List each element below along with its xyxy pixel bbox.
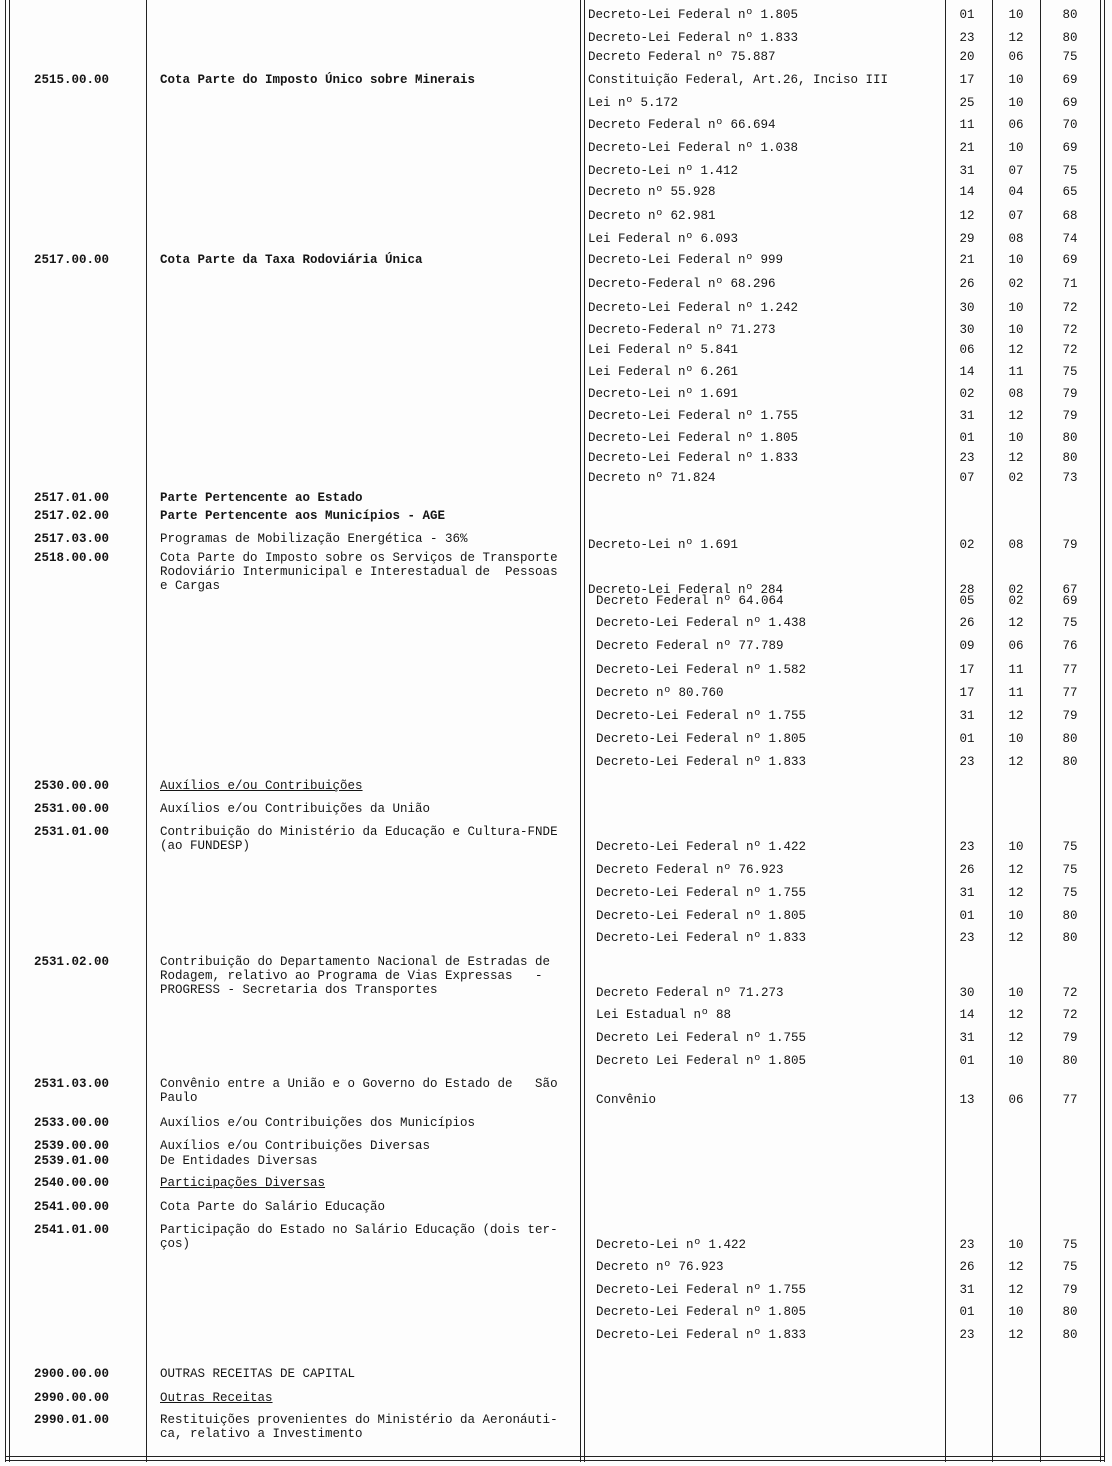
day-value: 01 <box>959 8 975 22</box>
day-value: 06 <box>959 343 975 357</box>
account-code: 2539.01.00 <box>34 1154 110 1168</box>
year-value: 75 <box>1062 616 1078 630</box>
account-code: 2517.00.00 <box>34 253 110 267</box>
day-value: 23 <box>959 451 975 465</box>
year-value: 80 <box>1062 1054 1078 1068</box>
day-value: 23 <box>959 31 975 45</box>
legal-reference: Decreto-Lei Federal nº 1.805 <box>596 1305 807 1319</box>
day-value: 21 <box>959 141 975 155</box>
day-value: 31 <box>959 886 975 900</box>
month-value: 12 <box>1008 616 1024 630</box>
year-value: 77 <box>1062 1093 1078 1107</box>
month-value: 04 <box>1008 185 1024 199</box>
day-value: 21 <box>959 253 975 267</box>
legal-reference: Lei Federal nº 6.093 <box>588 232 739 246</box>
month-value: 08 <box>1008 538 1024 552</box>
legal-reference: Decreto-Lei Federal nº 1.833 <box>588 31 799 45</box>
day-value: 31 <box>959 709 975 723</box>
year-value: 72 <box>1062 301 1078 315</box>
month-value: 08 <box>1008 387 1024 401</box>
year-value: 72 <box>1062 986 1078 1000</box>
day-value: 20 <box>959 50 975 64</box>
year-value: 80 <box>1062 451 1078 465</box>
month-value: 10 <box>1008 253 1024 267</box>
month-value: 12 <box>1008 1328 1024 1342</box>
month-value: 12 <box>1008 1283 1024 1297</box>
legal-reference: Decreto Federal nº 71.273 <box>596 986 784 1000</box>
account-code: 2530.00.00 <box>34 779 110 793</box>
day-value: 30 <box>959 301 975 315</box>
day-value: 14 <box>959 1008 975 1022</box>
account-description: PROGRESS - Secretaria dos Transportes <box>160 983 438 997</box>
year-value: 80 <box>1062 8 1078 22</box>
year-value: 75 <box>1062 164 1078 178</box>
legal-reference: Decreto-Federal nº 71.273 <box>588 323 776 337</box>
legal-reference: Decreto nº 55.928 <box>588 185 716 199</box>
day-value: 23 <box>959 1328 975 1342</box>
day-value: 26 <box>959 863 975 877</box>
year-value: 72 <box>1062 343 1078 357</box>
legal-reference: Decreto-Lei Federal nº 1.833 <box>596 1328 807 1342</box>
year-value: 68 <box>1062 209 1078 223</box>
account-code: 2515.00.00 <box>34 73 110 87</box>
legal-reference: Constituição Federal, Art.26, Inciso III <box>588 73 889 87</box>
year-value: 79 <box>1062 387 1078 401</box>
legal-reference: Decreto Lei Federal nº 1.805 <box>596 1054 807 1068</box>
legal-reference: Decreto Lei Federal nº 1.755 <box>596 1031 807 1045</box>
account-code: 2531.02.00 <box>34 955 110 969</box>
legal-reference: Lei nº 5.172 <box>588 96 679 110</box>
legal-reference: Decreto-Lei Federal nº 1.805 <box>596 909 807 923</box>
account-code: 2531.00.00 <box>34 802 110 816</box>
month-value: 10 <box>1008 141 1024 155</box>
legal-reference: Decreto-Lei Federal nº 1.805 <box>588 8 799 22</box>
month-value: 10 <box>1008 301 1024 315</box>
account-description: Rodoviário Intermunicipal e Interestadual de Pessoas <box>160 565 558 579</box>
day-value: 31 <box>959 1283 975 1297</box>
day-value: 17 <box>959 686 975 700</box>
month-value: 10 <box>1008 73 1024 87</box>
account-description: Contribuição do Departamento Nacional de Estradas de <box>160 955 551 969</box>
account-description: Auxílios e/ou Contribuições da União <box>160 802 431 816</box>
year-value: 79 <box>1062 709 1078 723</box>
month-value: 02 <box>1008 583 1024 597</box>
day-value: 23 <box>959 1238 975 1252</box>
year-value: 69 <box>1062 253 1078 267</box>
day-value: 11 <box>959 118 975 132</box>
legal-reference: Decreto-Lei Federal nº 1.242 <box>588 301 799 315</box>
account-description: Rodagem, relativo ao Programa de Vias Expressas - <box>160 969 543 983</box>
month-value: 12 <box>1008 1031 1024 1045</box>
legal-reference: Decreto-Lei Federal nº 1.833 <box>588 451 799 465</box>
account-description: Participações Diversas <box>160 1176 326 1190</box>
month-value: 08 <box>1008 232 1024 246</box>
column-divider <box>146 0 147 1462</box>
day-value: 23 <box>959 931 975 945</box>
legal-reference: Decreto Federal nº 75.887 <box>588 50 776 64</box>
account-description: Programas de Mobilização Energética - 36% <box>160 532 468 546</box>
month-value: 06 <box>1008 118 1024 132</box>
year-value: 69 <box>1062 96 1078 110</box>
account-description: Parte Pertencente aos Municípios - AGE <box>160 509 446 523</box>
day-value: 02 <box>959 538 975 552</box>
day-value: 13 <box>959 1093 975 1107</box>
day-value: 01 <box>959 909 975 923</box>
account-code: 2517.02.00 <box>34 509 110 523</box>
month-value: 10 <box>1008 8 1024 22</box>
account-code: 2539.00.00 <box>34 1139 110 1153</box>
legal-reference: Decreto-Lei Federal nº 1.833 <box>596 755 807 769</box>
month-value: 10 <box>1008 840 1024 854</box>
column-divider <box>992 0 993 1462</box>
legal-reference: Decreto-Lei Federal nº 1.438 <box>596 616 807 630</box>
day-value: 23 <box>959 840 975 854</box>
account-description: Parte Pertencente ao Estado <box>160 491 363 505</box>
day-value: 31 <box>959 1031 975 1045</box>
legal-reference: Decreto nº 80.760 <box>596 686 724 700</box>
account-code: 2517.03.00 <box>34 532 110 546</box>
day-value: 14 <box>959 185 975 199</box>
legal-reference: Decreto nº 62.981 <box>588 209 716 223</box>
year-value: 79 <box>1062 1283 1078 1297</box>
legal-reference: Decreto-Lei Federal nº 1.755 <box>596 709 807 723</box>
account-description: (ao FUNDESP) <box>160 839 251 853</box>
border-left <box>5 0 6 1462</box>
day-value: 02 <box>959 387 975 401</box>
month-value: 12 <box>1008 755 1024 769</box>
year-value: 76 <box>1062 639 1078 653</box>
month-value: 10 <box>1008 909 1024 923</box>
account-code: 2541.01.00 <box>34 1223 110 1237</box>
account-description: Paulo <box>160 1091 198 1105</box>
account-description: OUTRAS RECEITAS DE CAPITAL <box>160 1367 356 1381</box>
year-value: 72 <box>1062 323 1078 337</box>
legal-reference: Lei Federal nº 5.841 <box>588 343 739 357</box>
month-value: 07 <box>1008 209 1024 223</box>
year-value: 75 <box>1062 886 1078 900</box>
month-value: 12 <box>1008 451 1024 465</box>
month-value: 07 <box>1008 164 1024 178</box>
account-description: Convênio entre a União e o Governo do Estado de São <box>160 1077 558 1091</box>
legal-reference: Decreto-Lei Federal nº 1.805 <box>588 431 799 445</box>
legal-reference: Decreto-Lei Federal nº 999 <box>588 253 784 267</box>
year-value: 75 <box>1062 863 1078 877</box>
column-divider <box>945 0 946 1462</box>
legal-reference: Decreto-Lei nº 1.422 <box>596 1238 747 1252</box>
column-divider <box>1040 0 1041 1462</box>
day-value: 17 <box>959 73 975 87</box>
legal-reference: Decreto nº 71.824 <box>588 471 716 485</box>
account-description: Cota Parte do Imposto sobre os Serviços de Transporte <box>160 551 558 565</box>
month-value: 12 <box>1008 31 1024 45</box>
year-value: 79 <box>1062 538 1078 552</box>
border-bottom <box>5 1456 1105 1457</box>
account-code: 2518.00.00 <box>34 551 110 565</box>
legal-reference: Decreto Federal nº 77.789 <box>596 639 784 653</box>
month-value: 10 <box>1008 96 1024 110</box>
year-value: 80 <box>1062 1305 1078 1319</box>
account-description: e Cargas <box>160 579 221 593</box>
legal-reference: Decreto-Lei Federal nº 1.755 <box>596 1283 807 1297</box>
account-description: Auxílios e/ou Contribuições Diversas <box>160 1139 431 1153</box>
month-value: 02 <box>1008 594 1024 608</box>
account-description: De Entidades Diversas <box>160 1154 318 1168</box>
month-value: 10 <box>1008 431 1024 445</box>
legal-reference: Decreto Federal nº 66.694 <box>588 118 776 132</box>
legal-reference: Decreto-Lei Federal nº 1.755 <box>596 886 807 900</box>
day-value: 23 <box>959 755 975 769</box>
border-right <box>1100 0 1101 1462</box>
day-value: 01 <box>959 431 975 445</box>
account-description: Cota Parte do Salário Educação <box>160 1200 386 1214</box>
year-value: 80 <box>1062 909 1078 923</box>
month-value: 06 <box>1008 639 1024 653</box>
day-value: 30 <box>959 323 975 337</box>
day-value: 30 <box>959 986 975 1000</box>
year-value: 80 <box>1062 431 1078 445</box>
month-value: 12 <box>1008 343 1024 357</box>
account-code: 2990.01.00 <box>34 1413 110 1427</box>
year-value: 73 <box>1062 471 1078 485</box>
month-value: 12 <box>1008 863 1024 877</box>
border-bottom-outer <box>5 1460 1105 1461</box>
day-value: 07 <box>959 471 975 485</box>
month-value: 02 <box>1008 471 1024 485</box>
legal-reference: Decreto-Lei Federal nº 1.833 <box>596 931 807 945</box>
border-left-inner <box>9 0 10 1462</box>
year-value: 72 <box>1062 1008 1078 1022</box>
month-value: 12 <box>1008 1008 1024 1022</box>
year-value: 75 <box>1062 1238 1078 1252</box>
legal-reference: Decreto-Lei Federal nº 1.755 <box>588 409 799 423</box>
month-value: 11 <box>1008 663 1024 677</box>
year-value: 80 <box>1062 732 1078 746</box>
month-value: 10 <box>1008 1054 1024 1068</box>
column-divider <box>584 0 585 1462</box>
year-value: 79 <box>1062 1031 1078 1045</box>
year-value: 80 <box>1062 1328 1078 1342</box>
legal-reference: Decreto-Federal nº 68.296 <box>588 277 776 291</box>
month-value: 11 <box>1008 365 1024 379</box>
legal-reference: Decreto-Lei Federal nº 1.805 <box>596 732 807 746</box>
day-value: 01 <box>959 732 975 746</box>
month-value: 10 <box>1008 732 1024 746</box>
month-value: 10 <box>1008 986 1024 1000</box>
day-value: 05 <box>959 594 975 608</box>
legal-reference: Decreto-Lei nº 1.691 <box>588 538 739 552</box>
column-divider <box>580 0 581 1462</box>
day-value: 25 <box>959 96 975 110</box>
legal-reference: Decreto-Lei Federal nº 1.582 <box>596 663 807 677</box>
legal-reference: Decreto-Lei Federal nº 1.422 <box>596 840 807 854</box>
month-value: 12 <box>1008 409 1024 423</box>
account-code: 2900.00.00 <box>34 1367 110 1381</box>
account-description: Cota Parte da Taxa Rodoviária Única <box>160 253 423 267</box>
year-value: 69 <box>1062 594 1078 608</box>
account-description: ços) <box>160 1237 191 1251</box>
border-right-outer <box>1104 0 1105 1462</box>
year-value: 79 <box>1062 409 1078 423</box>
legal-reference: Decreto-Lei nº 1.412 <box>588 164 739 178</box>
account-description: Cota Parte do Imposto Único sobre Minerais <box>160 73 476 87</box>
account-code: 2531.03.00 <box>34 1077 110 1091</box>
legal-reference: Lei Estadual nº 88 <box>596 1008 732 1022</box>
month-value: 10 <box>1008 1238 1024 1252</box>
year-value: 69 <box>1062 141 1078 155</box>
day-value: 01 <box>959 1305 975 1319</box>
year-value: 75 <box>1062 840 1078 854</box>
account-description: Restituições provenientes do Ministério da Aeronáuti- <box>160 1413 558 1427</box>
day-value: 12 <box>959 209 975 223</box>
year-value: 71 <box>1062 277 1078 291</box>
account-code: 2541.00.00 <box>34 1200 110 1214</box>
year-value: 80 <box>1062 755 1078 769</box>
account-description: Participação do Estado no Salário Educação (dois ter- <box>160 1223 558 1237</box>
month-value: 06 <box>1008 1093 1024 1107</box>
legal-reference: Decreto nº 76.923 <box>596 1260 724 1274</box>
day-value: 17 <box>959 663 975 677</box>
year-value: 74 <box>1062 232 1078 246</box>
account-description: ca, relativo a Investimento <box>160 1427 363 1441</box>
legal-reference: Decreto-Lei nº 1.691 <box>588 387 739 401</box>
day-value: 26 <box>959 1260 975 1274</box>
day-value: 14 <box>959 365 975 379</box>
year-value: 65 <box>1062 185 1078 199</box>
month-value: 02 <box>1008 277 1024 291</box>
day-value: 26 <box>959 616 975 630</box>
day-value: 29 <box>959 232 975 246</box>
year-value: 75 <box>1062 365 1078 379</box>
account-code: 2517.01.00 <box>34 491 110 505</box>
year-value: 70 <box>1062 118 1078 132</box>
day-value: 31 <box>959 409 975 423</box>
month-value: 12 <box>1008 886 1024 900</box>
month-value: 10 <box>1008 1305 1024 1319</box>
account-description: Contribuição do Ministério da Educação e Cultura-FNDE <box>160 825 558 839</box>
account-code: 2540.00.00 <box>34 1176 110 1190</box>
legal-reference: Lei Federal nº 6.261 <box>588 365 739 379</box>
year-value: 69 <box>1062 73 1078 87</box>
year-value: 75 <box>1062 50 1078 64</box>
month-value: 11 <box>1008 686 1024 700</box>
month-value: 12 <box>1008 709 1024 723</box>
legal-reference: Decreto-Lei Federal nº 284 <box>588 583 784 597</box>
month-value: 12 <box>1008 931 1024 945</box>
day-value: 09 <box>959 639 975 653</box>
month-value: 06 <box>1008 50 1024 64</box>
legal-reference: Decreto Federal nº 64.064 <box>596 594 784 608</box>
year-value: 80 <box>1062 931 1078 945</box>
day-value: 31 <box>959 164 975 178</box>
year-value: 67 <box>1062 583 1078 597</box>
day-value: 26 <box>959 277 975 291</box>
account-code: 2533.00.00 <box>34 1116 110 1130</box>
month-value: 12 <box>1008 1260 1024 1274</box>
year-value: 80 <box>1062 31 1078 45</box>
year-value: 77 <box>1062 663 1078 677</box>
account-code: 2990.00.00 <box>34 1391 110 1405</box>
account-description: Outras Receitas <box>160 1391 273 1405</box>
day-value: 28 <box>959 583 975 597</box>
year-value: 77 <box>1062 686 1078 700</box>
day-value: 01 <box>959 1054 975 1068</box>
year-value: 75 <box>1062 1260 1078 1274</box>
account-description: Auxílios e/ou Contribuições <box>160 779 363 793</box>
account-description: Auxílios e/ou Contribuições dos Municípios <box>160 1116 476 1130</box>
account-code: 2531.01.00 <box>34 825 110 839</box>
legal-reference: Decreto-Lei Federal nº 1.038 <box>588 141 799 155</box>
legal-reference: Convênio <box>596 1093 657 1107</box>
month-value: 10 <box>1008 323 1024 337</box>
legal-reference: Decreto Federal nº 76.923 <box>596 863 784 877</box>
